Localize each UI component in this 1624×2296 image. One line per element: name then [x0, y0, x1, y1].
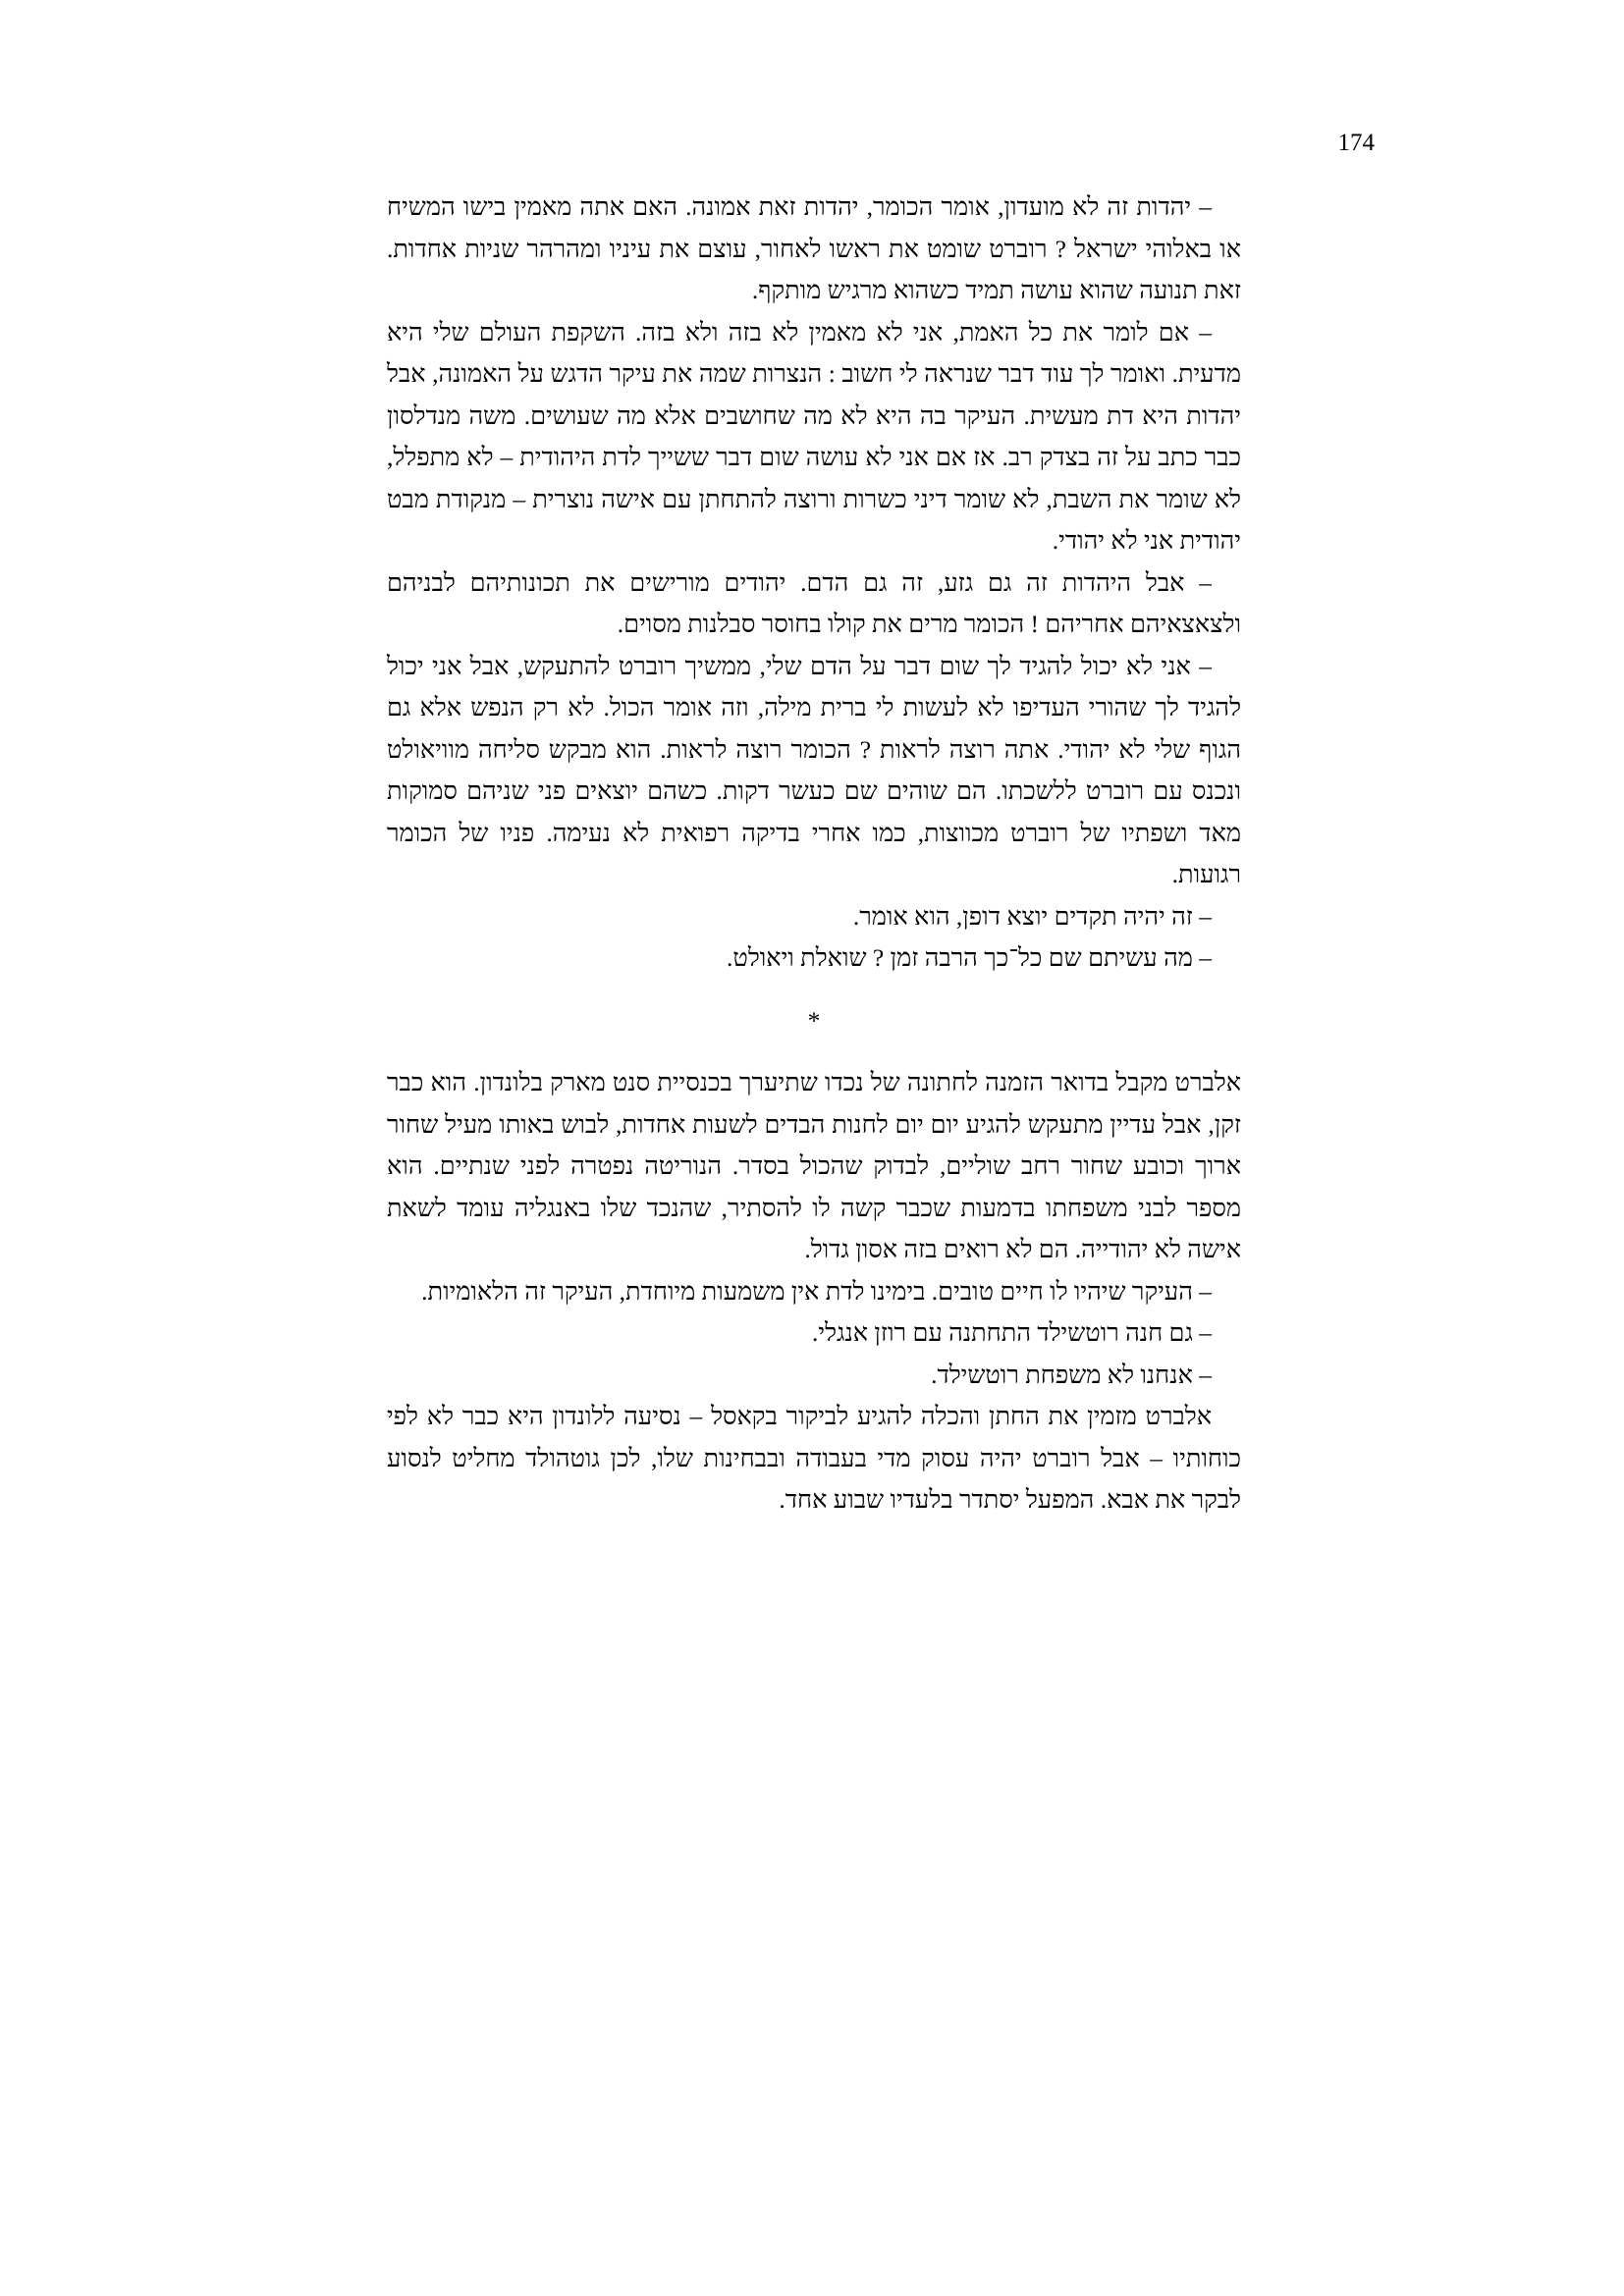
paragraph: – אם לומר את כל האמת, אני לא מאמין לא בזה ולא בזה. השקפת העולם שלי היא מדעית. ואומר לך עוד דבר שנראה לי חשוב : הנצרות שמה את עיקר הדגש על האמונה, אבל יהדות היא דת מעשית. העיקר בה היא לא מה שחושבים אלא מה שעושים. משה מנדלסון כבר כתב על זה בצדק רב. אז אם אני לא עושה שום דבר ששייך לדת היהודית – לא מתפלל, לא שומר את השבת, לא שומר דיני כשרות ורוצה להתחתן עם אישה נוצרית – מנקודת מבט יהודית אני לא יהודי. — [387, 317, 1241, 555]
paragraph-spacer — [387, 980, 1241, 1000]
paragraph-spacer — [387, 1041, 1241, 1062]
page-number: 174 — [1337, 130, 1375, 156]
paragraph: – גם חנה רוטשילד התחתנה עם רוזן אנגלי. — [812, 1318, 1212, 1347]
paragraph: – מה עשיתם שם כל־כך הרבה זמן ? שואלת ויאולט. — [727, 943, 1212, 972]
paragraph: – יהדות זה לא מועדון, אומר הכומר, יהדות זאת אמונה. האם אתה מאמין בישו המשיח או באלוהי ישראל ? רוברט שומט את ראשו לאחור, עוצם את עיניו ומהרהר שניות אחדות. זאת תנועה שהוא עושה תמיד כשהוא מרגיש מותקף. — [387, 192, 1241, 304]
body-text-block — [387, 187, 1241, 1522]
section-separator: * — [807, 1005, 821, 1035]
paragraph: אלברט מזמין את החתן והכלה להגיע לביקור בקאסל – נסיעה ללונדון היא כבר לא לפי כוחותיו – אבל רוברט יהיה עסוק מדי בעבודה ובבחינות שלו, לכן גוטהולד מחליט לנסוע לבקר את אבא. המפעל יסתדר בלעדיו שבוע אחד. — [387, 1402, 1241, 1514]
paragraph: – זה יהיה תקדים יוצא דופן, הוא אומר. — [852, 901, 1212, 931]
paragraph: – אנחנו לא משפחת רוטשילד. — [931, 1360, 1212, 1389]
paragraph: אלברט מקבל בדואר הזמנה לחתונה של נכדו שתיערך בכנסיית סנט מארק בלונדון. הוא כבר זקן, אבל עדיין מתעקש להגיע יום יום לחנות הבדים לשעות אחדות, לבוש באותו מעיל שחור ארוך וכובע שחור רחב שוליים, לבדוק שהכול בסדר. הנוריטה נפטרה לפני שנתיים. הוא מספר לבני משפחתו בדמעות שכבר קשה לו להסתיר, שהנכד שלו באנגליה עומד לשאת אישה לא יהודייה. הם לא רואים בזה אסון גדול. — [387, 1068, 1241, 1263]
paragraph: – העיקר שיהיו לו חיים טובים. בימינו לדת אין משמעות מיוחדת, העיקר זה הלאומיות. — [421, 1276, 1212, 1306]
paragraph: – אני לא יכול להגיד לך שום דבר על הדם שלי, ממשיך רוברט להתעקש, אבל אני יכול להגיד לך שהורי העדיפו לא לעשות לי ברית מילה, וזה אומר הכול. לא רק הנפש אלא גם הגוף שלי לא יהודי. אתה רוצה לראות ? הכומר רוצה לראות. הוא מבקש סליחה מוויאולט ונכנס עם רוברט ללשכתו. הם שוהים שם כעשר דקות. כשהם יוצאים פני שניהם סמוקות מאד ושפתיו של רוברט מכווצות, כמו אחרי בדיקה רפואית לא נעימה. פניו של הכומר רגועות. — [387, 651, 1241, 888]
paragraph: – אבל היהדות זה גם גזע, זה גם הדם. יהודים מורישים את תכונותיהם לבניהם ולצאצאיהם אחריהם ! הכומר מרים את קולו בחוסר סבלנות מסוים. — [387, 567, 1241, 638]
